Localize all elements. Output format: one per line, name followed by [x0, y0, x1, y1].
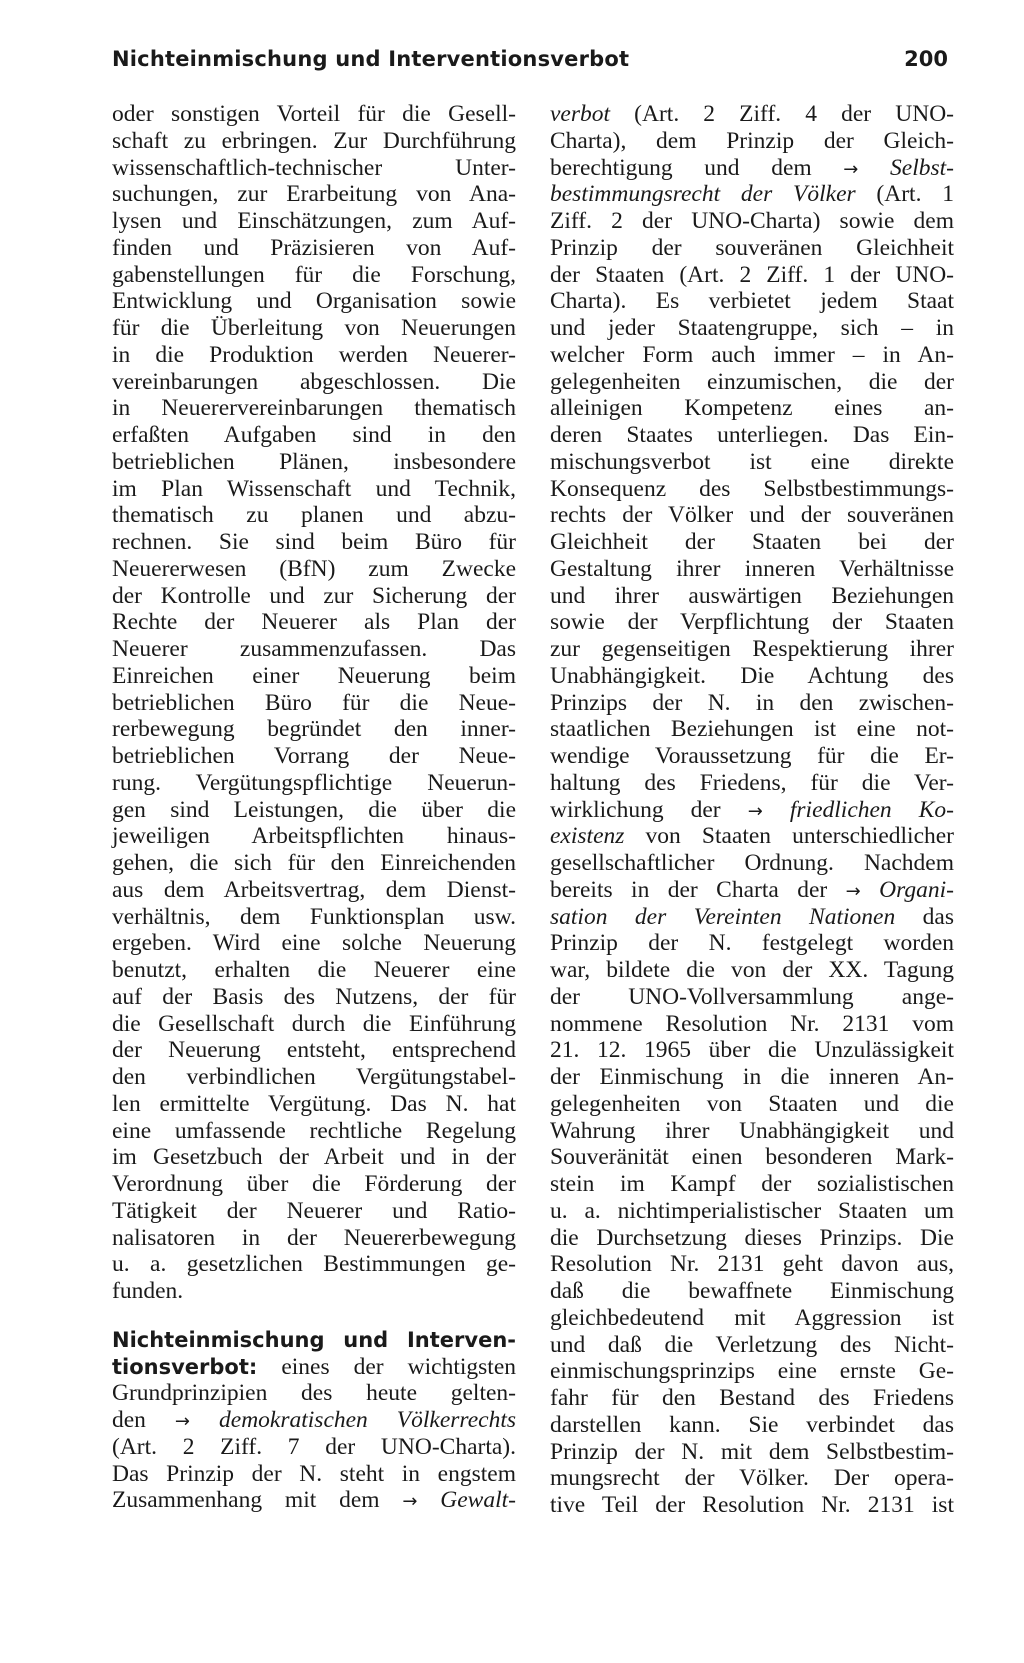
entry-line: (Art. 2 Ziff. 7 der UNO-Charta).: [112, 1433, 516, 1460]
body-line: 21. 12. 1965 über die Unzulässigkeit: [550, 1037, 954, 1064]
cross-reference-arrow-icon: →: [402, 1491, 418, 1513]
body-line: Verordnung über die Förderung der: [112, 1171, 516, 1197]
body-line: [550, 797, 954, 824]
body-line: gen sind Leistungen, die über die: [112, 796, 516, 823]
body-line: Ziff. 2 der UNO-Charta) sowie dem: [550, 208, 954, 234]
body-line: benutzt, erhalten die Neuerer eine: [112, 957, 516, 983]
body-line: Tätigkeit der Neuerer und Ratio-: [112, 1197, 516, 1224]
body-line: [550, 155, 954, 182]
body-line: Souveränität einen besonderen Mark-: [550, 1144, 954, 1171]
body-text: (Art. 2 Ziff. 4 der UNO-: [610, 101, 954, 127]
entry-text: Zusammenhang mit dem: [112, 1487, 403, 1514]
entry-line: Das Prinzip der N. steht in engstem: [112, 1460, 516, 1487]
body-text: (Art. 1: [855, 181, 954, 208]
body-line: Resolution Nr. 2131 geht davon aus,: [550, 1251, 954, 1278]
cross-reference-link[interactable]: bestimmungsrecht der Völker: [550, 181, 856, 208]
body-line: stein im Kampf der sozialistischen: [550, 1171, 954, 1197]
entry-line: [112, 1354, 516, 1381]
body-line: der Einmischung in die inneren An-: [550, 1064, 954, 1090]
entry-line: Grundprinzipien des heute gelten-: [112, 1380, 516, 1407]
body-line: gehen, die sich für den Einreichenden: [112, 850, 516, 876]
body-line: deren Staates unterliegen. Das Ein-: [550, 422, 954, 448]
body-line: zur gegenseitigen Respektierung ihrer: [550, 636, 954, 662]
body-line: gelegenheiten von Staaten und die: [550, 1090, 954, 1117]
body-line: gelegenheiten einzumischen, die der: [550, 368, 954, 395]
body-line: staatlichen Beziehungen ist eine not-: [550, 716, 954, 743]
dictionary-entry: [112, 1327, 516, 1514]
cross-reference-arrow-icon: →: [845, 880, 861, 902]
page-number: 200: [904, 47, 948, 71]
body-line: darstellen kann. Sie verbindet das: [550, 1411, 954, 1438]
body-line: im Plan Wissenschaft und Technik,: [112, 475, 516, 502]
body-line: der UNO-Vollversammlung ange-: [550, 983, 954, 1010]
running-head-title: Nichteinmischung und Interventionsverbot: [112, 47, 630, 71]
body-line: betrieblichen Plänen, insbesondere: [112, 448, 516, 475]
cross-reference-link[interactable]: demokratischen Völkerrechts: [219, 1407, 516, 1433]
body-line: wendige Voraussetzung für die Er-: [550, 743, 954, 769]
body-line: daß die bewaffnete Einmischung: [550, 1278, 954, 1304]
body-line: Rechte der Neuerer als Plan der: [112, 609, 516, 636]
body-line: mungsrecht der Völker. Der opera-: [550, 1465, 954, 1492]
body-line: verhältnis, dem Funktionsplan usw.: [112, 903, 516, 930]
body-line: eine umfassende rechtliche Regelung: [112, 1117, 516, 1144]
cross-reference-link[interactable]: sation der Vereinten Nationen: [550, 903, 896, 930]
body-line: haltung des Friedens, für die Ver-: [550, 769, 954, 796]
body-line: in die Produktion werden Neuerer-: [112, 341, 516, 368]
body-line: auf der Basis des Nutzens, der für: [112, 983, 516, 1010]
body-line: Entwicklung und Organisation sowie: [112, 288, 516, 315]
cross-reference-arrow-icon: →: [174, 1411, 191, 1432]
body-line: die Gesellschaft durch die Einführung: [112, 1010, 516, 1037]
body-line: rechts der Völker und der souveränen: [550, 502, 954, 529]
body-line: Einreichen einer Neuerung beim: [112, 662, 516, 689]
entry-text: den: [112, 1407, 175, 1433]
cross-reference-arrow-icon: →: [843, 158, 859, 180]
body-line: Prinzip der N. festgelegt worden: [550, 930, 954, 957]
body-line: und ihrer auswärtigen Beziehungen: [550, 582, 954, 609]
body-text: berechtigung und dem: [550, 154, 844, 181]
left-column-continuation: [112, 101, 516, 1305]
body-line: thematisch zu planen und abzu-: [112, 502, 516, 529]
right-column: [550, 101, 954, 1519]
body-line: nalisatoren in der Neuererbewegung: [112, 1224, 516, 1251]
body-line: schaft zu erbringen. Zur Durchführung: [112, 127, 516, 154]
body-line: betrieblichen Vorrang der Neue-: [112, 743, 516, 769]
body-line: gleichbedeutend mit Aggression ist: [550, 1304, 954, 1331]
body-line: fahr für den Bestand des Friedens: [550, 1385, 954, 1411]
left-column: [112, 101, 516, 1514]
body-line: [550, 904, 954, 931]
body-line: Neuererwesen (BfN) zum Zwecke: [112, 555, 516, 582]
right-column-body-b: [550, 930, 954, 1519]
body-line: im Gesetzbuch der Arbeit und in der: [112, 1144, 516, 1171]
body-line: nommene Resolution Nr. 2131 vom: [550, 1010, 954, 1037]
body-line: [550, 181, 954, 208]
body-line: welcher Form auch immer – in An-: [550, 341, 954, 368]
body-line: Prinzip der N. mit dem Selbstbestim-: [550, 1438, 954, 1465]
cross-reference-link[interactable]: Organi-: [879, 876, 955, 903]
body-line: [550, 823, 954, 850]
cross-reference-link[interactable]: verbot: [550, 101, 611, 127]
body-line: und daß die Verletzung des Nicht-: [550, 1331, 954, 1358]
body-line: Gestaltung ihrer inneren Verhältnisse: [550, 555, 954, 582]
body-line: u. a. nichtimperialistischer Staaten um: [550, 1197, 954, 1224]
entry-text: eines der wichtigsten: [257, 1353, 516, 1380]
body-line: gesellschaftlicher Ordnung. Nachdem: [550, 850, 954, 876]
body-line: aus dem Arbeitsvertrag, dem Dienst-: [112, 876, 516, 903]
body-line: war, bildete die von der XX. Tagung: [550, 957, 954, 983]
body-line: Charta), dem Prinzip der Gleich-: [550, 127, 954, 154]
entry-line: [112, 1407, 516, 1434]
body-line: suchungen, zur Erarbeitung von Ana-: [112, 181, 516, 208]
body-line: Prinzips der N. in den zwischen-: [550, 689, 954, 716]
body-line: finden und Präzisieren von Auf-: [112, 234, 516, 261]
body-line: vereinbarungen abgeschlossen. Die: [112, 368, 516, 395]
running-head: [112, 47, 948, 83]
body-line: ergeben. Wird eine solche Neuerung: [112, 930, 516, 957]
cross-reference-link[interactable]: existenz: [550, 823, 625, 850]
cross-reference-arrow-icon: →: [747, 800, 763, 822]
body-line: die Durchsetzung dieses Prinzips. Die: [550, 1224, 954, 1251]
body-line: rechnen. Sie sind beim Büro für: [112, 529, 516, 555]
body-line: mischungsverbot ist eine direkte: [550, 448, 954, 475]
body-text: bereits in der Charta der: [550, 876, 846, 903]
entry-line: [112, 1487, 516, 1514]
body-line: für die Überleitung von Neuerungen: [112, 315, 516, 341]
body-line: wissenschaftlich-technischer Unter-: [112, 154, 516, 181]
body-line: einmischungsprinzips eine ernste Ge-: [550, 1358, 954, 1385]
body-line: erfaßten Aufgaben sind in den: [112, 422, 516, 448]
cross-reference-link[interactable]: Selbst-: [890, 154, 954, 181]
entry-term: tionsverbot:: [112, 1354, 258, 1379]
right-column-body-a: [550, 208, 954, 797]
body-line: Prinzip der souveränen Gleichheit: [550, 234, 954, 261]
body-line: der Staaten (Art. 2 Ziff. 1 der UNO-: [550, 261, 954, 288]
body-text: das: [895, 903, 954, 930]
body-line: sowie der Verpflichtung der Staaten: [550, 609, 954, 636]
body-line: jeweiligen Arbeitspflichten hinaus-: [112, 823, 516, 850]
entry-gap: [112, 1305, 516, 1327]
cross-reference-link[interactable]: friedlichen Ko-: [789, 796, 954, 823]
body-line: Neuerer zusammenzufassen. Das: [112, 636, 516, 662]
body-line: funden.: [112, 1278, 184, 1304]
body-line: gabenstellungen für die Forschung,: [112, 261, 516, 288]
body-text: wirklichung der: [550, 796, 748, 823]
body-line: rerbewegung begründet den inner-: [112, 716, 516, 743]
entry-term: Nichteinmischung und Interven-: [112, 1327, 516, 1352]
body-line: der Neuerung entsteht, entsprechend: [112, 1037, 516, 1064]
body-line: rung. Vergütungspflichtige Neuerun-: [112, 769, 516, 796]
body-line: [550, 101, 954, 128]
cross-reference-link[interactable]: Gewalt-: [440, 1487, 516, 1514]
body-line: den verbindlichen Vergütungstabel-: [112, 1064, 516, 1090]
body-line: der Kontrolle und zur Sicherung der: [112, 582, 516, 609]
body-line: len ermittelte Vergütung. Das N. hat: [112, 1090, 516, 1117]
body-line: Wahrung ihrer Unabhängigkeit und: [550, 1117, 954, 1144]
body-line: Gleichheit der Staaten bei der: [550, 529, 954, 555]
body-line: betrieblichen Büro für die Neue-: [112, 689, 516, 716]
body-line: alleinigen Kompetenz eines an-: [550, 395, 954, 422]
entry-line: [112, 1327, 516, 1354]
body-line: Charta). Es verbietet jedem Staat: [550, 288, 954, 315]
body-line: oder sonstigen Vorteil für die Gesell-: [112, 101, 516, 127]
body-line: u. a. gesetzlichen Bestimmungen ge-: [112, 1251, 516, 1278]
body-line: tive Teil der Resolution Nr. 2131 ist: [550, 1492, 954, 1518]
body-line: [550, 877, 954, 904]
body-line: und jeder Staatengruppe, sich – in: [550, 315, 954, 341]
body-line: lysen und Einschätzungen, zum Auf-: [112, 208, 516, 234]
body-line: in Neuerervereinbarungen thematisch: [112, 395, 516, 422]
body-text: von Staaten unterschiedlicher: [624, 823, 954, 850]
body-line: Konsequenz des Selbstbestimmungs-: [550, 475, 954, 502]
body-line: Unabhängigkeit. Die Achtung des: [550, 662, 954, 689]
